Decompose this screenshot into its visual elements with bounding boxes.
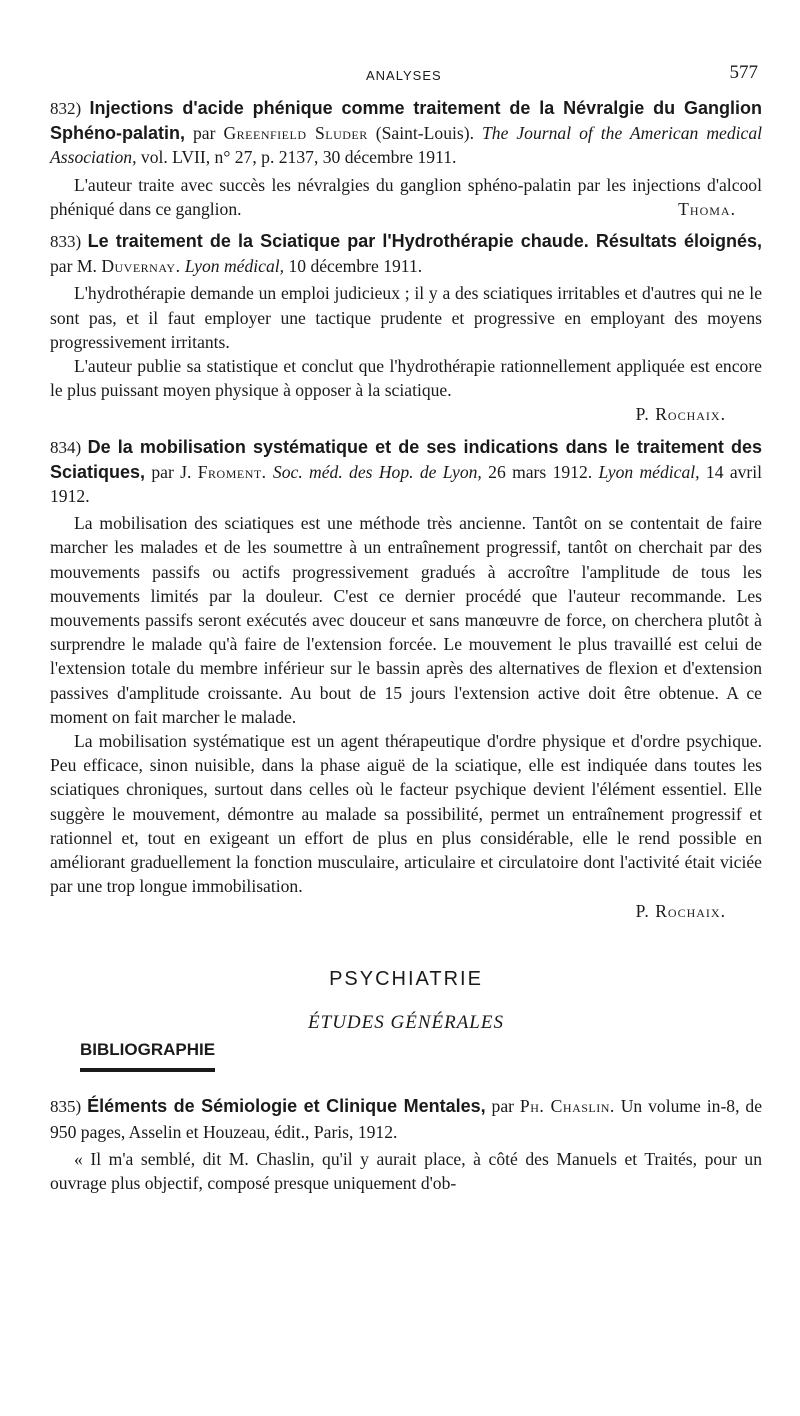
bibliography-heading-wrap <box>50 1037 762 1072</box>
entry-number: 835) <box>50 1097 82 1117</box>
entry-title: Le traitement de la Sciatique par l'Hydrothérapie chaude. Résultats éloignés, <box>87 231 762 252</box>
entry-heading <box>50 1094 762 1143</box>
entry-citation-journal: Lyon médical, <box>598 461 700 482</box>
entry-paragraph: « Il m'a semblé, dit M. Chaslin, qu'il y aurait place, à côté des Manuels et Traités, pour un ouvrage plus objectif, composé presque uniquement d'ob- <box>50 1148 762 1193</box>
entry-paragraph: La mobilisation des sciatiques est une méthode très ancienne. Tantôt on se contentait de faire marcher les malades et de les soumettre à un entraînement progressif, tantôt on cherchait par des mouvements passifs ou actifs progressivement gradués à accroître l'amplitude de tous les mouvements limités par la douleur. C'est ce dernier procédé que l'auteur recommande. Les mouvements passifs seront exécutés avec douceur et sans manœuvre de force, on cherchera plutôt à surprendre le malade qu'à faire de l'extension forcée. Le mouvement le plus travaillé est celui de l'extension totale du membre inférieur sur le bassin après des alternatives de flexion et d'extension passives d'amplitude croissante. Au bout de 15 jours l'extension active doit être obtenue. A ce moment on fait marcher le malade. <box>50 513 762 727</box>
entry-by: par M. <box>50 256 97 277</box>
entry-heading <box>50 96 762 170</box>
bibliography-heading: BIBLIOGRAPHIE <box>80 1038 215 1072</box>
entry-citation-date: 26 mars 1912. <box>488 461 593 482</box>
entry-signature: P. Rochaix. <box>635 404 726 425</box>
entry-citation-journal: Lyon médical, <box>184 256 285 277</box>
entry-signature: P. Rochaix. <box>635 900 726 921</box>
entry-title: Éléments de Sémiologie et Clinique Mentales, <box>87 1096 486 1117</box>
entry-832 <box>50 96 762 221</box>
entry-by: par <box>193 123 216 144</box>
entry-833 <box>50 229 762 427</box>
entry-title: Injections d'acide phénique comme traitement de la Névralgie du Ganglion Sphéno-palatin, <box>50 98 763 144</box>
entry-835 <box>50 1094 762 1195</box>
entry-author: Ph. Chaslin. <box>519 1096 615 1117</box>
entry-citation-tail: Un volume in-8, de 950 pages, Asselin et Houzeau, édit., Paris, 1912. <box>50 1096 762 1142</box>
entry-citation-society: Soc. méd. des Hop. de Lyon, <box>272 461 482 482</box>
entry-citation-journal: The Journal of the American medical Association, <box>50 123 763 168</box>
entry-citation-plain: (Saint-Louis). <box>375 123 474 144</box>
paragraph-text: L'auteur traite avec succès les névralgies du ganglion sphéno-palatin par les injections d'alcool phéniqué dans ce ganglion. <box>50 174 762 219</box>
section-title: PSYCHIATRIE <box>329 967 483 990</box>
entry-author: Duvernay. <box>101 256 181 277</box>
entry-by: par <box>491 1096 515 1117</box>
entry-author: Froment. <box>197 461 267 482</box>
entry-citation-tail: 10 décembre 1911. <box>288 256 423 277</box>
entry-by: par J. <box>151 461 192 482</box>
entry-heading <box>50 229 762 278</box>
entry-paragraph <box>50 173 762 221</box>
entry-citation-tail: vol. LVII, n° 27, p. 2137, 30 décembre 1911. <box>140 147 457 168</box>
entry-title: De la mobilisation systématique et de ses indications dans le traitement des Sciatiques, <box>50 436 762 482</box>
entry-paragraph: La mobilisation systématique est un agent thérapeutique d'ordre physique et d'ordre psychique. Peu efficace, sinon nuisible, dans la phase aiguë de la sciatique, elle est indiquée dans toutes les sciatiques chroniques, surtout dans celles où le facteur psychique devient l'élément essentiel. Elle suggère le mouvement, démontre au malade sa possibilité, permet un entraînement progressif et rationnel et, tout en exigeant un effort de plus en plus considérable, elle le rend possible en améliorant graduellement la fonction musculaire, articulaire et circulatoire dont l'activité était viciée par une trop longue immobilisation. <box>50 731 762 897</box>
entry-author: Greenfield Sluder <box>223 123 368 144</box>
entry-heading <box>50 435 762 509</box>
entry-number: 833) <box>50 232 82 252</box>
running-title: ANALYSES <box>366 68 442 83</box>
entry-signature: Thoma. <box>678 198 736 219</box>
page-number: 577 <box>729 62 758 83</box>
running-header <box>0 62 800 86</box>
page-content <box>50 96 762 1195</box>
entry-paragraph: L'hydrothérapie demande un emploi judicieux ; il y a des sciatiques irritables et d'autres qui ne le sont pas, et il faut employer une tactique prudente et progressive en employant des moyens progressivement irritants. <box>50 283 762 352</box>
entry-citation-tail: 14 avril 1912. <box>50 461 763 507</box>
entry-834 <box>50 435 762 923</box>
entry-number: 834) <box>50 437 82 457</box>
section-subtitle: ÉTUDES GÉNÉRALES <box>308 1011 504 1033</box>
entry-paragraph: L'auteur publie sa statistique et conclut que l'hydrothérapie rationnellement appliquée est encore le plus puissant moyen physique à opposer à la sciatique. <box>50 356 762 401</box>
entry-number: 832) <box>50 99 82 118</box>
